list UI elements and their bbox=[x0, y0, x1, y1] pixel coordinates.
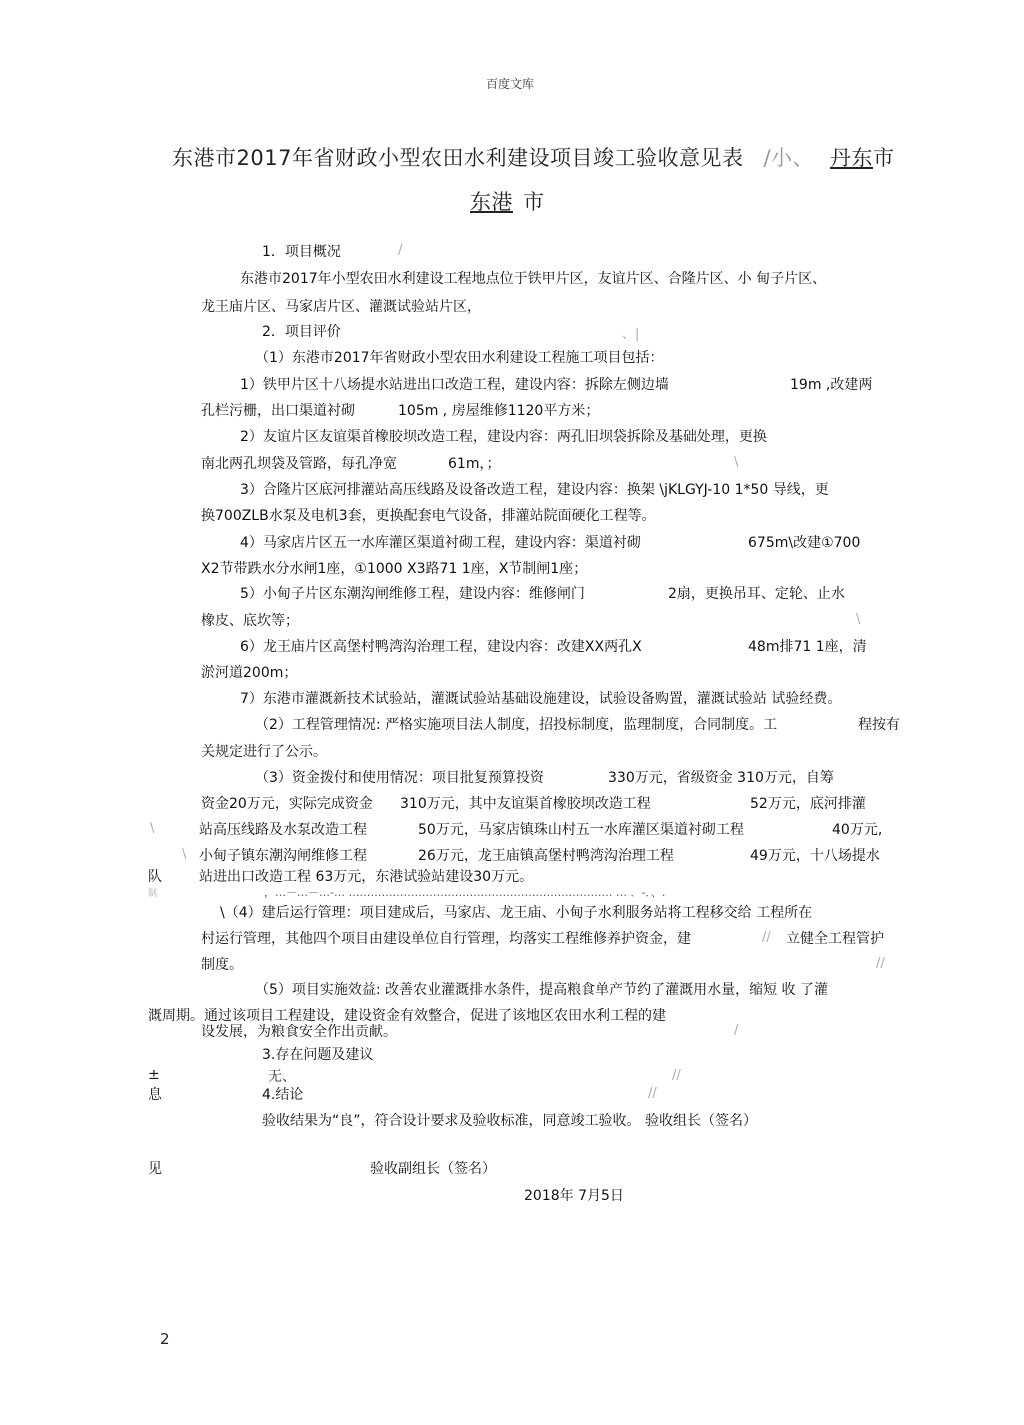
doc-title-city-suffix: 市 bbox=[873, 146, 895, 170]
text-line: 南北两孔坝袋及管路，每孔净宽 bbox=[201, 456, 397, 472]
scan-mark: \ bbox=[856, 612, 861, 627]
text-line: 设发展，为粮食安全作出贡献。 bbox=[201, 1024, 397, 1040]
doc-title-faint: /小、 bbox=[763, 146, 815, 170]
text-line: 淤河道200m； bbox=[201, 665, 298, 681]
text-line: 龙王庙片区、马家店片区、灌溉试验站片区， bbox=[201, 299, 481, 315]
text-line: 40万元, bbox=[832, 822, 883, 838]
scan-mark: \ bbox=[150, 821, 155, 836]
text-line: 61m，； bbox=[448, 456, 501, 472]
text-line: 330万元，省级资金 310万元，自筹 bbox=[608, 770, 834, 786]
text-line: 7）东港市灌溉新技术试验站，灌溉试验站基础设施建设，试验设备购置，灌溉试验站 试验经费。 bbox=[240, 691, 842, 707]
margin-char: 息 bbox=[148, 1087, 162, 1103]
text-line: X2节带跌水分水闸1座，①1000 X3路71 1座，X节制闸1座； bbox=[201, 561, 588, 577]
text-line: 无、 bbox=[268, 1069, 296, 1085]
doc-title-county: 东港 bbox=[470, 190, 513, 214]
scan-mark: \ bbox=[734, 455, 739, 470]
margin-char: 见 bbox=[148, 1161, 162, 1177]
page-header: 百度文库 bbox=[486, 77, 535, 91]
scan-mark: / bbox=[398, 243, 403, 258]
text-line: 关规定进行了公示。 bbox=[201, 744, 327, 760]
section-4-heading: 4.结论 bbox=[262, 1087, 304, 1103]
text-line: 2扇，更换吊耳、定轮、止水 bbox=[668, 586, 845, 602]
doc-title-line1 bbox=[172, 142, 895, 172]
scan-mark: / bbox=[734, 1023, 739, 1038]
text-line: 程按有 bbox=[858, 717, 900, 733]
text-line: 50万元，马家店镇珠山村五一水库灌区渠道衬砌工程 bbox=[418, 822, 744, 838]
section-1-heading: 1．项目概况 bbox=[262, 244, 341, 260]
text-line: 换700ZLB水泵及电机3套，更换配套电气设备，排灌站院面硬化工程等。 bbox=[201, 508, 656, 524]
scan-mark: // bbox=[648, 1086, 657, 1101]
section-3-heading: 3.存在问题及建议 bbox=[262, 1047, 374, 1063]
text-line: 3）合隆片区底河排灌站高压线路及设备改造工程，建设内容：换架 \jKLGYJ-10 1*50 导线，更 bbox=[240, 482, 829, 498]
sign-date: 2018年 7月5日 bbox=[524, 1188, 624, 1204]
text-line: 资金20万元，实际完成资金 bbox=[201, 796, 373, 812]
text-line: 村运行管理，其他四个项目由建设单位自行管理，均落实工程维修养护资金，建 bbox=[201, 931, 691, 947]
margin-char: ± bbox=[148, 1067, 160, 1083]
text-line: 橡皮、底坎等； bbox=[201, 613, 299, 629]
scan-mark: \ bbox=[182, 847, 187, 862]
text-line: 26万元，龙王庙镇高堡村鸭湾沟治理工程 bbox=[418, 848, 674, 864]
text-line: 2）友谊片区友谊渠首橡胶坝改造工程，建设内容：两孔旧坝袋拆除及基础处理，更换 bbox=[240, 429, 767, 445]
text-line: 站进出口改造工程 63万元，东港试验站建设30万元。 bbox=[199, 869, 534, 885]
text-line: 东港市2017年小型农田水利建设工程地点位于铁甲片区，友谊片区、合隆片区、小 甸子片区、 bbox=[240, 271, 827, 287]
text-line: \（4）建后运行管理：项目建成后，马家店、龙王庙、小甸子水利服务站将工程移交给 工程所在 bbox=[220, 905, 813, 921]
text-line: 105m , 房屋维修1120平方米； bbox=[398, 403, 600, 419]
text-line: 1）铁甲片区十八场提水站进出口改造工程，建设内容：拆除左侧边墙 bbox=[240, 377, 669, 393]
section-2-heading: 2．项目评价 bbox=[262, 324, 341, 340]
page-number: 2 bbox=[160, 1330, 170, 1348]
scan-mark: // bbox=[876, 956, 885, 971]
dotted-rule: ，…－…－…-… ……………………………………………………………… … ．-．、. bbox=[264, 886, 666, 899]
text-line: 制度。 bbox=[201, 957, 243, 973]
text-line: 孔栏污栅，出口渠道衬砌 bbox=[201, 403, 355, 419]
text-line: （3）资金拨付和使用情况：项目批复预算投资 bbox=[255, 770, 544, 786]
text-line: 19m ,改建两 bbox=[790, 377, 873, 393]
deputy-signature-label: 验收副组长（签名） bbox=[370, 1161, 496, 1177]
doc-title-line2 bbox=[470, 186, 545, 216]
doc-title-main: 东港市2017年省财政小型农田水利建设项目竣工验收意见表 bbox=[172, 146, 744, 170]
text-line: 溉周期。通过该项目工程建设，建设资金有效整合，促进了该地区农田水利工程的建 bbox=[148, 1008, 666, 1024]
text-line: 4）马家店片区五一水库灌区渠道衬砌工程，建设内容：渠道衬砌 bbox=[240, 535, 641, 551]
text-line: （1）东港市2017年省财政小型农田水利建设工程施工项目包括： bbox=[255, 350, 664, 366]
text-line: 48m排71 1座，清 bbox=[748, 639, 867, 655]
doc-title-city: 丹东 bbox=[830, 146, 874, 170]
conclusion-text: 验收结果为“良”，符合设计要求及验收标准，同意竣工验收。 验收组长（签名） bbox=[262, 1113, 757, 1129]
scan-mark: // bbox=[672, 1068, 681, 1083]
scan-mark: // bbox=[762, 930, 771, 945]
text-line: （5）项目实施效益: 改善农业灌溉排水条件，提高粮食单产节约了灌溉用水量，缩短 收 了灌 bbox=[255, 982, 828, 998]
text-line: （2）工程管理情况: 严格实施项目法人制度，招投标制度，监理制度，合同制度。工 bbox=[255, 717, 778, 733]
text-line: 52万元，底河排灌 bbox=[750, 796, 866, 812]
text-line: 6）龙王庙片区高堡村鸭湾沟治理工程，建设内容：改建XX两孔X bbox=[240, 639, 642, 655]
margin-char: 队 bbox=[148, 869, 162, 885]
text-line: 310万元，其中友谊渠首橡胶坝改造工程 bbox=[400, 796, 651, 812]
scan-mark: 、| bbox=[622, 327, 640, 342]
text-line: 5）小甸子片区东潮沟闸维修工程，建设内容：维修闸门 bbox=[240, 586, 585, 602]
margin-char: 制 bbox=[148, 889, 158, 899]
text-line: 小甸子镇东潮沟闸维修工程 bbox=[199, 848, 367, 864]
text-line: 675m\改建①700 bbox=[748, 535, 861, 551]
text-line: 站高压线路及水泵改造工程 bbox=[199, 822, 367, 838]
text-line: 立健全工程管护 bbox=[786, 931, 884, 947]
text-line: 49万元，十八场提水 bbox=[750, 848, 880, 864]
doc-title-county-suffix: 市 bbox=[523, 190, 545, 214]
